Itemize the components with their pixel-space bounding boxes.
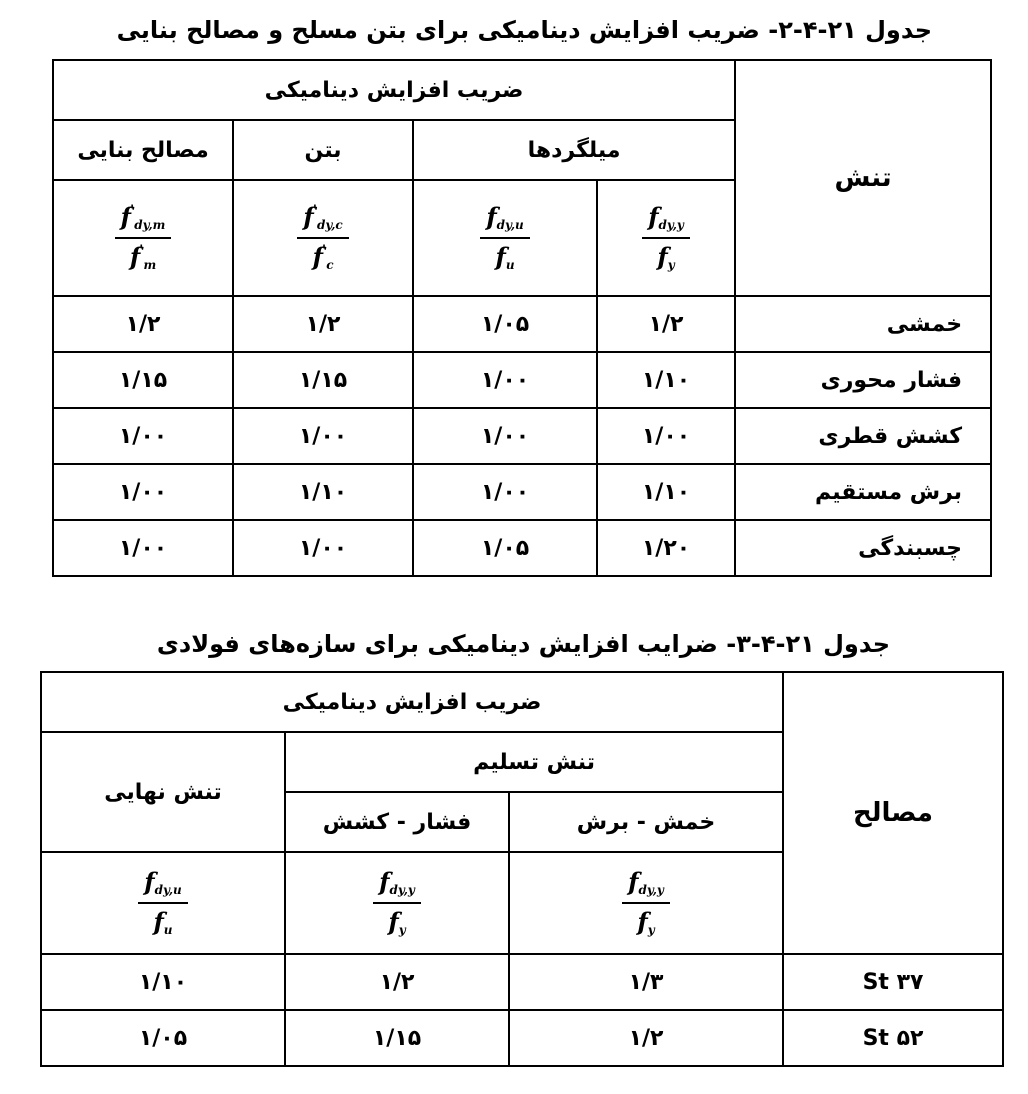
table-cell: ۱/۱۵ xyxy=(53,352,233,408)
table1-fraction-cell xyxy=(413,180,597,296)
table-cell: ۱/۲ xyxy=(597,296,735,352)
table2-header-material: مصالح xyxy=(783,672,1003,954)
table-cell: ۱/۰۰ xyxy=(413,408,597,464)
table-cell: ۱/۰۰ xyxy=(413,464,597,520)
row-label: فشار محوری xyxy=(735,352,991,408)
table2-fraction-cell xyxy=(41,852,285,954)
table1-fraction-cell xyxy=(233,180,413,296)
table-cell: ۱/۲ xyxy=(285,954,509,1010)
table-cell: ۱/۰۰ xyxy=(53,520,233,576)
table-cell: ۱/۱۵ xyxy=(233,352,413,408)
table-cell: ۱/۰۰ xyxy=(597,408,735,464)
table2-caption: جدول ۲۱-۴-۳- ضرایب افزایش دینامیکی برای سازه‌های فولادی xyxy=(156,630,890,658)
table-cell: ۱/۱۵ xyxy=(285,1010,509,1066)
table1-header-group: ضریب افزایش دینامیکی xyxy=(53,60,735,120)
fraction-formula: $\frac{f_{dy,y}}{f_y}$ xyxy=(642,203,690,273)
table1-colgroup-masonry: مصالح بنایی xyxy=(53,120,233,180)
table-row xyxy=(53,352,991,408)
fraction-formula: $\frac{f'_{dy,m}}{f'_m}$ xyxy=(115,203,172,273)
table2-subheader-compression-tension: فشار - کشش xyxy=(285,792,509,852)
fraction-bar xyxy=(373,902,421,904)
row-label: برش مستقیم xyxy=(735,464,991,520)
table-row xyxy=(41,1010,1003,1066)
fraction-formula: $\frac{f_{dy,y}}{f_y}$ xyxy=(373,868,421,938)
table-row xyxy=(53,464,991,520)
table-cell: ۱/۰۵ xyxy=(413,520,597,576)
row-label: St ۵۲ xyxy=(783,1010,1003,1066)
table-cell: ۱/۰۰ xyxy=(233,408,413,464)
table-cell: ۱/۲ xyxy=(509,1010,783,1066)
table-cell: ۱/۱۰ xyxy=(41,954,285,1010)
table1-header-stress: تنش xyxy=(735,60,991,296)
table1-caption: جدول ۲۱-۴-۲- ضریب افزایش دینامیکی برای بتن مسلح و مصالح بنایی xyxy=(116,16,932,44)
table-cell: ۱/۰۰ xyxy=(233,520,413,576)
table2-fraction-cell xyxy=(509,852,783,954)
table2 xyxy=(40,671,1004,1067)
table-cell: ۱/۰۰ xyxy=(413,352,597,408)
table-cell: ۱/۱۰ xyxy=(597,352,735,408)
table2-header-yield: تنش تسلیم xyxy=(285,732,783,792)
row-label: کشش قطری xyxy=(735,408,991,464)
fraction-bar xyxy=(642,237,690,239)
table1-colgroup-concrete: بتن xyxy=(233,120,413,180)
table-row xyxy=(53,296,991,352)
table1 xyxy=(52,59,992,577)
table-cell: ۱/۰۰ xyxy=(53,408,233,464)
fraction-formula: $\frac{f_{dy,u}}{f_u}$ xyxy=(480,203,529,273)
table2-fraction-cell xyxy=(285,852,509,954)
fraction-formula: $\frac{f_{dy,y}}{f_y}$ xyxy=(622,868,670,938)
table-cell: ۱/۰۵ xyxy=(41,1010,285,1066)
table-row xyxy=(53,520,991,576)
table-cell: ۱/۰۰ xyxy=(53,464,233,520)
table-cell: ۱/۰۵ xyxy=(413,296,597,352)
fraction-bar xyxy=(480,237,529,239)
table-cell: ۱/۲ xyxy=(53,296,233,352)
table-cell: ۱/۱۰ xyxy=(597,464,735,520)
fraction-bar xyxy=(138,902,187,904)
row-label: خمشی xyxy=(735,296,991,352)
table-row xyxy=(53,408,991,464)
table-cell: ۱/۳ xyxy=(509,954,783,1010)
fraction-formula: $\frac{f'_{dy,c}}{f'_c}$ xyxy=(297,203,348,273)
row-label: چسبندگی xyxy=(735,520,991,576)
fraction-bar xyxy=(297,237,348,239)
table2-header-ultimate: تنش نهایی xyxy=(41,732,285,852)
table2-header-group: ضریب افزایش دینامیکی xyxy=(41,672,783,732)
fraction-bar xyxy=(115,237,172,239)
table-row xyxy=(41,954,1003,1010)
row-label: St ۳۷ xyxy=(783,954,1003,1010)
table2-subheader-bending-shear: خمش - برش xyxy=(509,792,783,852)
table-cell: ۱/۲ xyxy=(233,296,413,352)
fraction-bar xyxy=(622,902,670,904)
table-cell: ۱/۲۰ xyxy=(597,520,735,576)
table1-fraction-cell xyxy=(53,180,233,296)
table-cell: ۱/۱۰ xyxy=(233,464,413,520)
fraction-formula: $\frac{f_{dy,u}}{f_u}$ xyxy=(138,868,187,938)
table1-colgroup-rebars: میلگردها xyxy=(413,120,735,180)
table1-fraction-cell xyxy=(597,180,735,296)
